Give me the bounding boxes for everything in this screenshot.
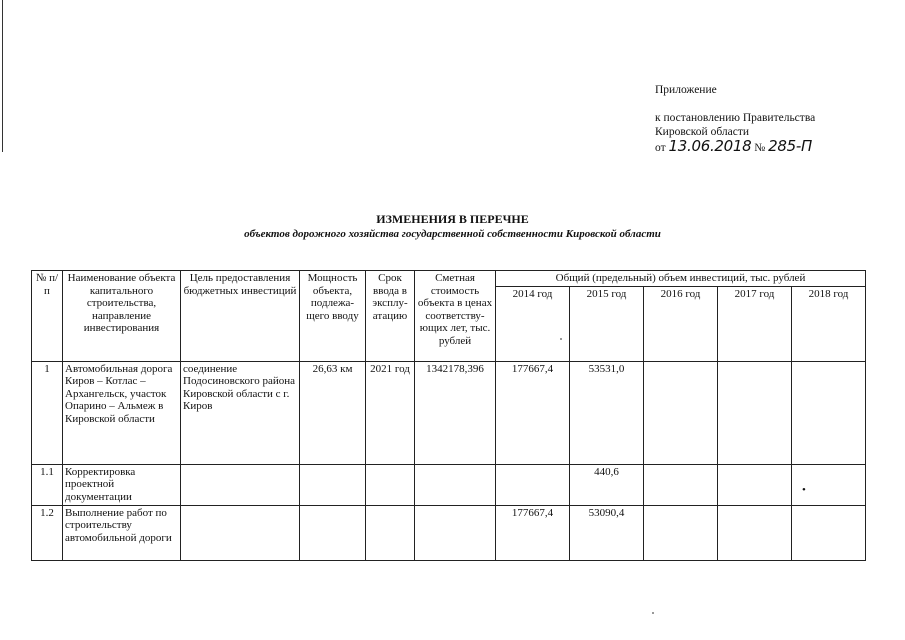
header-deadline: Срок ввода в эксплу-атацию [366,271,415,362]
row-year-value [496,464,570,505]
appendix-resolution-line: к постановлению Правительства [655,112,816,124]
row-year-value [718,464,792,505]
header-purpose: Цель предоставления бюджетных инвестиций [181,271,300,362]
header-year: 2014 год [496,286,570,361]
table-row [32,505,866,560]
header-year: 2016 год [644,286,718,361]
scan-speck [652,612,654,614]
row-capacity [300,505,366,560]
header-year: 2017 год [718,286,792,361]
appendix-date-line [655,139,815,155]
row-year-value: 440,6 [570,464,644,505]
investment-table [31,270,866,561]
header-total-investment: Общий (предельный) объем инвестиций, тыс. рублей [496,271,866,287]
date-prefix: от [655,142,666,154]
row-year-value [644,505,718,560]
row-capacity: 26,63 км [300,361,366,464]
row-cost [415,505,496,560]
row-name: Автомобильная дорога Киров – Котлас – Архангельск, участок Опарино – Альмеж в Кировской области [63,361,181,464]
handwritten-number: 285-П [768,137,812,155]
row-cost [415,464,496,505]
row-year-value: 177667,4 [496,361,570,464]
row-year-value [644,361,718,464]
row-name: Корректировка проектной документации [63,464,181,505]
document-subtitle: объектов дорожного хозяйства государственной собственности Кировской области [244,228,661,240]
row-deadline [366,464,415,505]
appendix-block [655,83,815,155]
row-capacity [300,464,366,505]
row-year-value [718,505,792,560]
appendix-region-line: Кировской области [655,126,750,138]
row-num: 1 [32,361,63,464]
row-year-value: 177667,4 [496,505,570,560]
header-name: Наименование объекта капитального строительства, направление инвестирования [63,271,181,362]
header-cost: Сметная стоимость объекта в ценах соответству-ющих лет, тыс. рублей [415,271,496,362]
row-deadline [366,505,415,560]
handwritten-date: 13.06.2018 [668,137,752,155]
header-year: 2018 год [792,286,866,361]
row-deadline: 2021 год [366,361,415,464]
row-year-value [792,361,866,464]
table-header-row [32,271,866,287]
row-year-value: 53531,0 [570,361,644,464]
row-year-value [718,361,792,464]
header-year: 2015 год [570,286,644,361]
table-row [32,361,866,464]
document-title: ИЗМЕНЕНИЯ В ПЕРЕЧНЕ [376,212,529,226]
header-capacity: Мощность объекта, подлежа-щего вводу [300,271,366,362]
table-row [32,464,866,505]
scan-edge-line [2,0,3,152]
row-year-value [792,505,866,560]
row-purpose: соединение Подосиновского района Кировской области с г. Киров [181,361,300,464]
header-num: № п/п [32,271,63,362]
appendix-spacer [655,97,815,111]
row-year-value [644,464,718,505]
row-year-value: 53090,4 [570,505,644,560]
appendix-title: Приложение [655,84,717,96]
number-prefix: № [754,142,766,154]
row-num: 1.1 [32,464,63,505]
row-purpose [181,505,300,560]
scan-speck [560,338,562,340]
row-purpose [181,464,300,505]
row-cost: 1342178,396 [415,361,496,464]
row-name: Выполнение работ по строительству автомобильной дороги [63,505,181,560]
scan-dot-mark: • [802,484,806,496]
row-num: 1.2 [32,505,63,560]
